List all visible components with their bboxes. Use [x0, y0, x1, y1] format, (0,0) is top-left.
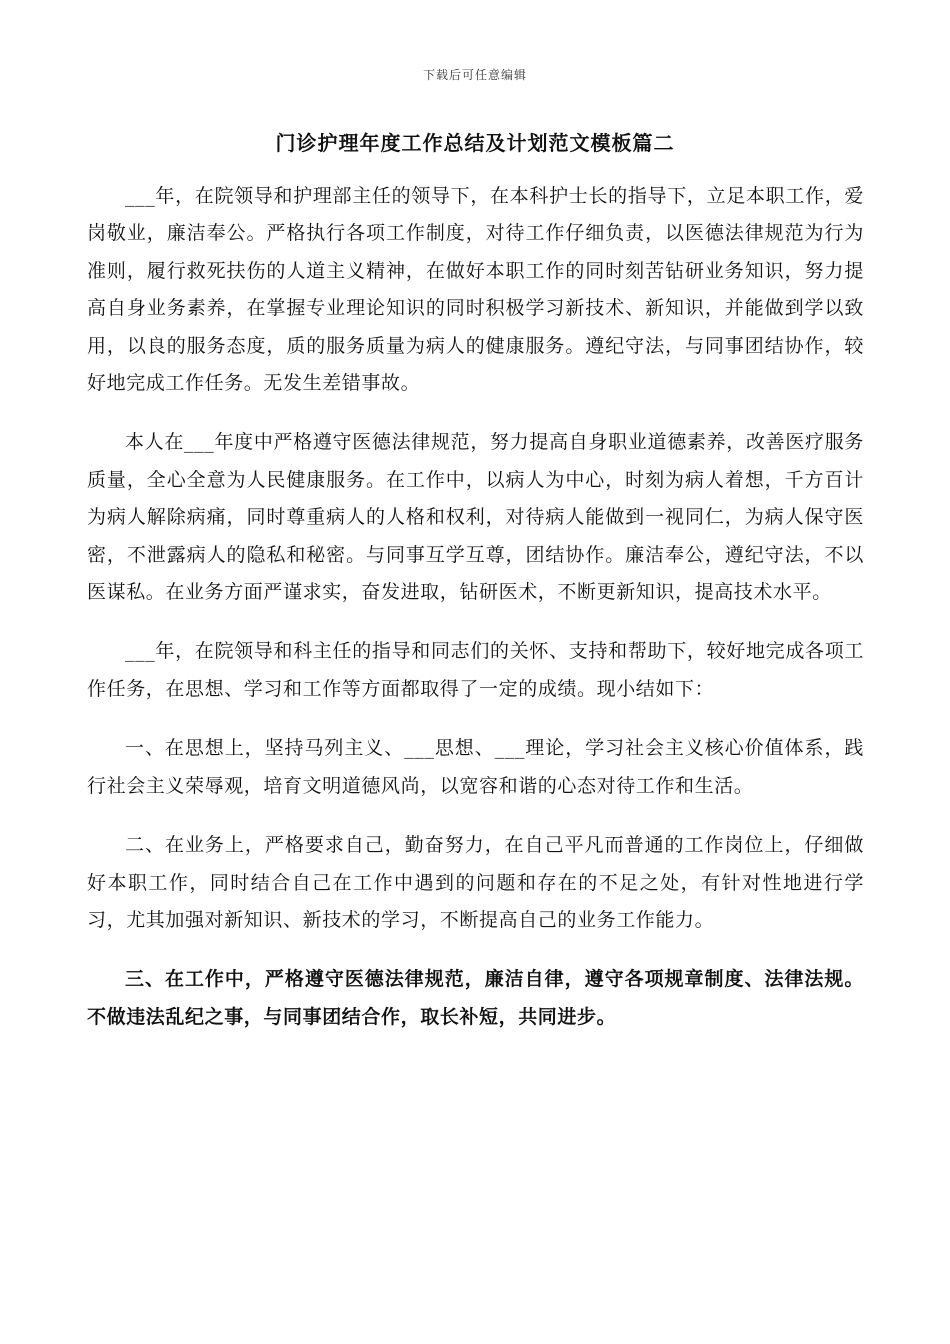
document-body	[87, 178, 864, 1058]
paragraph-point-work: 三、在工作中，严格遵守医德法律规范，廉洁自律，遵守各项规章制度、法律法规。不做违法乱纪之事，与同事团结合作，取长补短，共同进步。	[87, 968, 864, 1028]
paragraph-point-business: 二、在业务上，严格要求自己，勤奋努力，在自己平凡而普通的工作岗位上，仔细做好本职工作，同时结合自己在工作中遇到的问题和存在的不足之处，有针对性地进行学习，尤其加强对新知识、新技术的学习，不断提高自己的业务工作能力。	[87, 834, 864, 931]
paragraph-ethics: 本人在___年度中严格遵守医德法律规范，努力提高自身职业道德素养，改善医疗服务质量，全心全意为人民健康服务。在工作中，以病人为中心，时刻为病人着想，千方百计为病人解除病痛，同时尊重病人的人格和权利，对待病人能做到一视同仁，为病人保守医密，不泄露病人的隐私和秘密。与同事互学互尊，团结协作。廉洁奉公，遵纪守法，不以医谋私。在业务方面严谨求实，奋发进取，钻研医术，不断更新知识，提高技术水平。	[87, 431, 864, 604]
paragraph-intro: ___年，在院领导和护理部主任的领导下，在本科护士长的指导下，立足本职工作，爱岗敬业，廉洁奉公。严格执行各项工作制度，对待工作仔细负责，以医德法律规范为行为准则，履行救死扶伤的人道主义精神，在做好本职工作的同时刻苦钻研业务知识，努力提高自身业务素养，在掌握专业理论知识的同时积极学习新技术、新知识，并能做到学以致用，以良的服务态度，质的服务质量为病人的健康服务。遵纪守法，与同事团结协作，较好地完成工作任务。无发生差错事故。	[87, 185, 864, 395]
paragraph-point-thought: 一、在思想上，坚持马列主义、___思想、___理论，学习社会主义核心价值体系，践行社会主义荣辱观，培育文明道德风尚，以宽容和谐的心态对待工作和生活。	[87, 737, 864, 797]
paragraph-summary-intro: ___年，在院领导和科主任的指导和同志们的关怀、支持和帮助下，较好地完成各项工作任务，在思想、学习和工作等方面都取得了一定的成绩。现小结如下：	[87, 640, 864, 700]
document-title: 门诊护理年度工作总结及计划范文模板篇二	[275, 131, 675, 155]
header-note: 下载后可任意编辑	[422, 68, 527, 82]
